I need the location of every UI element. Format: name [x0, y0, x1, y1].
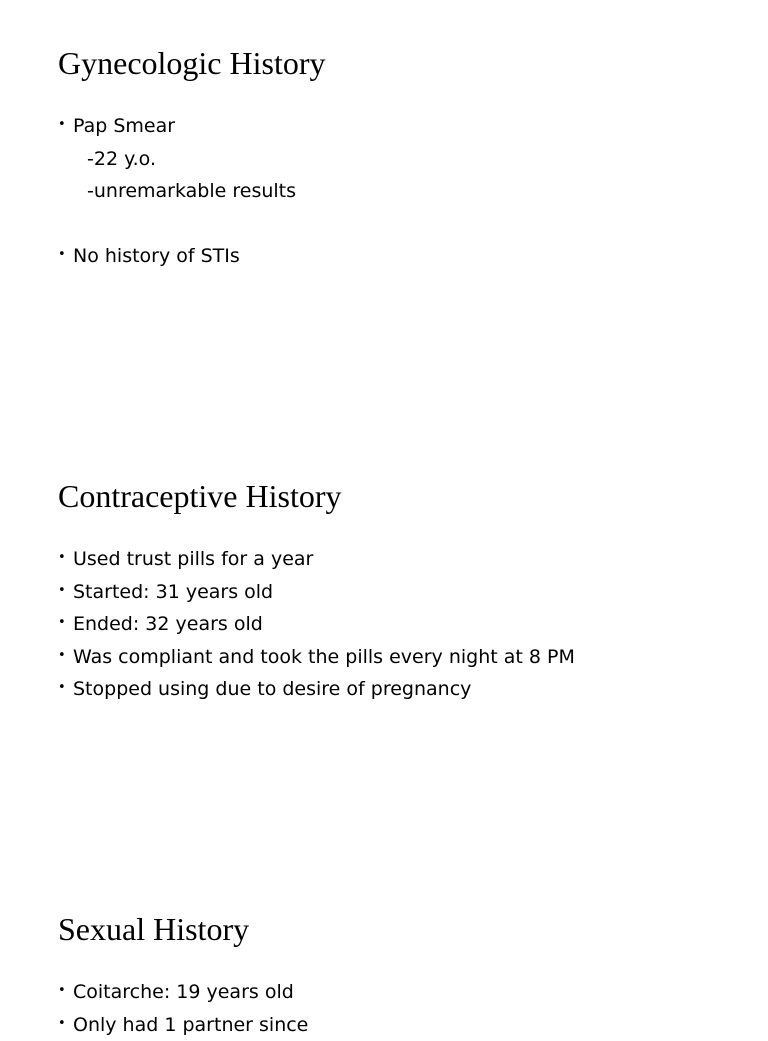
item-text: Pap Smear: [73, 115, 175, 137]
list-item: [58, 976, 738, 1009]
bullet-icon: •: [58, 673, 66, 702]
section-title: Contraceptive History: [58, 477, 738, 515]
item-text: Was compliant and took the pills every night at 8 PM: [73, 646, 575, 668]
list-item: [58, 608, 738, 641]
list-item: [58, 576, 738, 609]
bullet-list: [58, 976, 738, 1041]
item-text: No history of STIs: [73, 245, 240, 267]
bullet-list: [58, 543, 738, 706]
bullet-icon: •: [58, 110, 66, 139]
item-text: Coitarche: 19 years old: [73, 981, 294, 1003]
section-title: Gynecologic History: [58, 44, 738, 82]
contraceptive-history-section: [58, 477, 738, 706]
list-item: [58, 1009, 738, 1041]
list-spacer: [58, 208, 738, 241]
sub-item: -22 y.o.: [58, 143, 738, 176]
item-text: Used trust pills for a year: [73, 548, 313, 570]
bullet-icon: •: [58, 576, 66, 605]
bullet-icon: •: [58, 543, 66, 572]
sexual-history-section: [58, 910, 738, 1041]
item-text: Started: 31 years old: [73, 581, 273, 603]
item-text: Only had 1 partner since: [73, 1014, 308, 1036]
bullet-icon: •: [58, 1009, 66, 1038]
list-item: [58, 543, 738, 576]
bullet-icon: •: [58, 976, 66, 1005]
list-item: [58, 110, 738, 143]
item-text: Stopped using due to desire of pregnancy: [73, 678, 471, 700]
list-item: [58, 641, 738, 674]
bullet-icon: •: [58, 240, 66, 269]
bullet-icon: •: [58, 641, 66, 670]
item-text: Ended: 32 years old: [73, 613, 263, 635]
bullet-list: [58, 110, 738, 273]
bullet-icon: •: [58, 608, 66, 637]
list-item: [58, 240, 738, 273]
list-item: [58, 673, 738, 706]
section-title: Sexual History: [58, 910, 738, 948]
sub-item: -unremarkable results: [58, 175, 738, 208]
gynecologic-history-section: [58, 44, 738, 273]
